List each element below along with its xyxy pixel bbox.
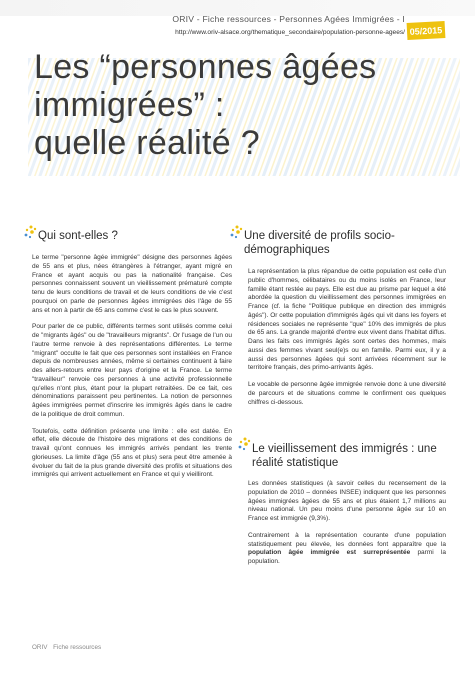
section-heading-diversite: Une diversité de profils socio-démographiques bbox=[244, 230, 395, 256]
paragraph: Toutefois, cette définition présente une limite : elle est datée. En effet, elle découle de l'histoire des migrations et des conditions de travail qu'ont connues les immigrés arrivés pendant les trente glorieuses. La limite d'âge (55 ans et plus) sera peut être amenée à évoluer du fait de la plus grande diversité des profils et situations des immigrés qui arrivent actuellement en France et qui y vieilliront. bbox=[32, 427, 232, 479]
date-badge-text: 05/2015 bbox=[409, 24, 443, 37]
paragraph: Le vocable de personne âgée immigrée renvoie donc à une diversité de parcours et de situations comme le confirment ces quelques chiffres ci-dessous. bbox=[248, 381, 446, 406]
paragraph: Pour parler de ce public, différents termes sont utilisés comme celui de "migrants âgés" ou de "travailleurs migrants". Or l'usage de l'un ou l'autre terme renvoie à des représentations différentes. Le terme "migrant" occulte le fait que ces personnes sont installées en France depuis de nombreuses années, même si certaines continuent à faire des allers-retours entre leur pays d'origine et la France. Le terme "travailleur" renvoie ces personnes à une activité professionnelle qu'elles n'ont plus, étant pour la plupart retraitées. De ce fait, ces dénominations paraissent peu pertinentes. La notion de personnes âgées immigrées permet d'inscrire les immigrés âgés dans le cadre de la politique de droit commun. bbox=[32, 323, 232, 418]
section-heading-qui-sont-elles: Qui sont-elles ? bbox=[38, 230, 118, 242]
header-title: ORIV - Fiche ressources - Personnes Agées Immigrées - I bbox=[172, 14, 405, 24]
paragraph: Le terme "personne âgée immigrée" désigne des personnes âgées de 55 ans et plus, nées étrangères à l'étranger, ayant migré en France et ayant acquis ou pas la nationalité française. Ces personnes connaissent souvent un vieillissement prématuré compte tenu de leurs conditions de travail et de leurs conditions de vie c'est pourquoi on parle de personnes âgées immigrées dès l'âge de 55 ans et non à partir de 65 ans comme c'est le cas le plus souvent. bbox=[32, 254, 232, 314]
header-url[interactable]: http://www.oriv-alsace.org/thematique_secondaire/population-personne-agees/ bbox=[175, 29, 405, 36]
right-column-text-bottom bbox=[248, 480, 446, 575]
main-title bbox=[34, 48, 454, 162]
page-footer bbox=[32, 644, 101, 651]
right-column-text-top bbox=[248, 268, 446, 415]
main-title-line2: immigrées” : bbox=[34, 86, 225, 124]
paragraph-emphasis: population âgée immigrée est surreprésentée bbox=[248, 549, 411, 557]
main-title-line3: quelle réalité ? bbox=[34, 124, 260, 162]
paragraph: Les données statistiques (à savoir celles du recensement de la population de 2010 – données INSEE) indiquent que les personnes âgées immigrées âgées de 55 ans et plus étaient 1,7 millions au niveau national. Un peu moins d'une personne âgée sur 10 en France est immigrée (9,3%). bbox=[248, 480, 446, 522]
paragraph-text: Contrairement à la représentation courante d'une population statistiquement peu élevée, les données font apparaître que la bbox=[248, 531, 446, 548]
paragraph bbox=[248, 532, 446, 567]
footer-label: Fiche ressources bbox=[53, 644, 102, 651]
footer-org: ORIV bbox=[32, 644, 48, 651]
left-column-text bbox=[32, 254, 232, 488]
paragraph-text: parmi la population. bbox=[248, 549, 446, 565]
paragraph: La représentation la plus répandue de cette population est celle d'un public d'hommes, célibataires ou du moins isolés en France, leur famille étant restée au pays. Elle est due au prisme par lequel a été abordée la question du vieillissement des personnes immigrées en France (cf. la fiche "Politique publique en direction des immigrés âgés"). Or cette population d'immigrés âgés qui vit dans les foyers et résidences sociales ne représente "que" 10% des immigrés de plus de 65 ans. La grande majorité d'entre eux vivent dans l'habitat diffus. Dans les faits ces immigrés âgés sont certes des hommes, mais aussi des femmes vivant seul(e)s ou en famille. Parmi eux, il y a aussi des personnes âgées qui sont arrivées récemment sur le territoire français, des primo-arrivants âgés. bbox=[248, 268, 446, 372]
date-badge bbox=[407, 21, 446, 40]
main-title-line1: Les “personnes âgées bbox=[34, 48, 377, 86]
section-heading-vieillissement: Le vieillissement des immigrés : une réalité statistique bbox=[252, 443, 437, 469]
